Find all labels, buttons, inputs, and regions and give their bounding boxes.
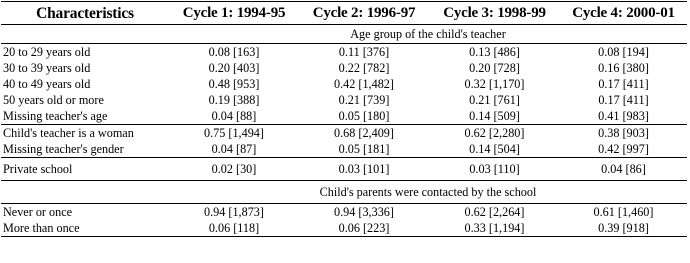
table-row xyxy=(1,76,687,92)
table-row xyxy=(1,44,687,61)
cell-value: 0.48 [953] xyxy=(208,77,260,91)
row-label: Private school xyxy=(1,158,169,181)
cell-value: 0.05 [180] xyxy=(338,109,390,123)
cell-value: 0.19 [388] xyxy=(208,93,260,107)
section-title-age-group: Age group of the child's teacher xyxy=(350,27,506,41)
cell-value: 0.32 [1,170] xyxy=(464,77,525,91)
cell-value: 0.42 [997] xyxy=(598,142,649,156)
cell-value: 0.14 [509] xyxy=(469,109,520,123)
cycle-4-header: Cycle 4: 2000-01 xyxy=(560,2,687,25)
cell-value: 0.17 [411] xyxy=(598,93,649,107)
cell-value: 0.61 [1,460] xyxy=(560,204,687,221)
row-label: Missing teacher's age xyxy=(3,109,108,123)
table-row xyxy=(1,204,687,221)
section-row-contacted xyxy=(1,181,687,204)
cell-value: 0.02 [30] xyxy=(169,158,299,181)
characteristics-table xyxy=(1,1,687,237)
table-row xyxy=(1,158,687,181)
cell-value: 0.21 [739] xyxy=(338,93,390,107)
cell-value: 0.39 [918] xyxy=(560,220,687,237)
table-row xyxy=(1,125,687,142)
row-label: 40 to 49 years old xyxy=(3,77,91,91)
table-row xyxy=(1,141,687,158)
row-label: 30 to 39 years old xyxy=(3,61,91,75)
cell-value: 0.94 [1,873] xyxy=(169,204,299,221)
cell-value: 0.62 [2,264] xyxy=(429,204,560,221)
cell-value: 0.21 [761] xyxy=(469,93,520,107)
section-spacer xyxy=(1,25,169,44)
cell-value: 0.62 [2,280] xyxy=(429,125,560,142)
row-label: 50 years old or more xyxy=(3,93,104,107)
row-label: Never or once xyxy=(1,204,169,221)
section-row-age-group xyxy=(1,25,687,44)
table-row xyxy=(1,92,687,108)
cell-value: 0.04 [86] xyxy=(560,158,687,181)
table-row xyxy=(1,220,687,237)
cell-value: 0.04 [88] xyxy=(211,109,257,123)
header-row xyxy=(1,2,687,25)
section-title-contacted: Child's parents were contacted by the school xyxy=(169,181,687,204)
cell-value: 0.04 [87] xyxy=(211,142,257,156)
cell-value: 0.75 [1,494] xyxy=(169,125,299,142)
cell-value: 0.20 [728] xyxy=(469,61,520,75)
table-row xyxy=(1,108,687,125)
cell-value: 0.68 [2,409] xyxy=(299,125,429,142)
table-row xyxy=(1,60,687,76)
row-label: Child's teacher is a woman xyxy=(1,125,169,142)
section-spacer xyxy=(1,181,169,204)
cell-value: 0.41 [983] xyxy=(598,109,649,123)
cell-value: 0.06 [118] xyxy=(169,220,299,237)
characteristics-header: Characteristics xyxy=(1,2,169,25)
cell-value: 0.42 [1,482] xyxy=(334,77,394,91)
cell-value: 0.11 [376] xyxy=(299,44,429,61)
cell-value: 0.05 [181] xyxy=(338,142,390,156)
cell-value: 0.20 [403] xyxy=(208,61,260,75)
cycle-3-header: Cycle 3: 1998-99 xyxy=(429,2,560,25)
cell-value: 0.06 [223] xyxy=(299,220,429,237)
cell-value: 0.38 [903] xyxy=(560,125,687,142)
cell-value: 0.03 [101] xyxy=(299,158,429,181)
cell-value: 0.08 [194] xyxy=(560,44,687,61)
cycle-1-header: Cycle 1: 1994-95 xyxy=(169,2,299,25)
cell-value: 0.13 [486] xyxy=(429,44,560,61)
cell-value: 0.33 [1,194] xyxy=(429,220,560,237)
row-label: 20 to 29 years old xyxy=(1,44,169,61)
cell-value: 0.14 [504] xyxy=(469,142,520,156)
cell-value: 0.16 [380] xyxy=(598,61,649,75)
cell-value: 0.94 [3,336] xyxy=(299,204,429,221)
cycle-2-header: Cycle 2: 1996-97 xyxy=(299,2,429,25)
cell-value: 0.03 [110] xyxy=(429,158,560,181)
row-label: Missing teacher's gender xyxy=(3,142,124,156)
cell-value: 0.17 [411] xyxy=(598,77,649,91)
cell-value: 0.22 [782] xyxy=(338,61,390,75)
cell-value: 0.08 [163] xyxy=(169,44,299,61)
row-label: More than once xyxy=(1,220,169,237)
